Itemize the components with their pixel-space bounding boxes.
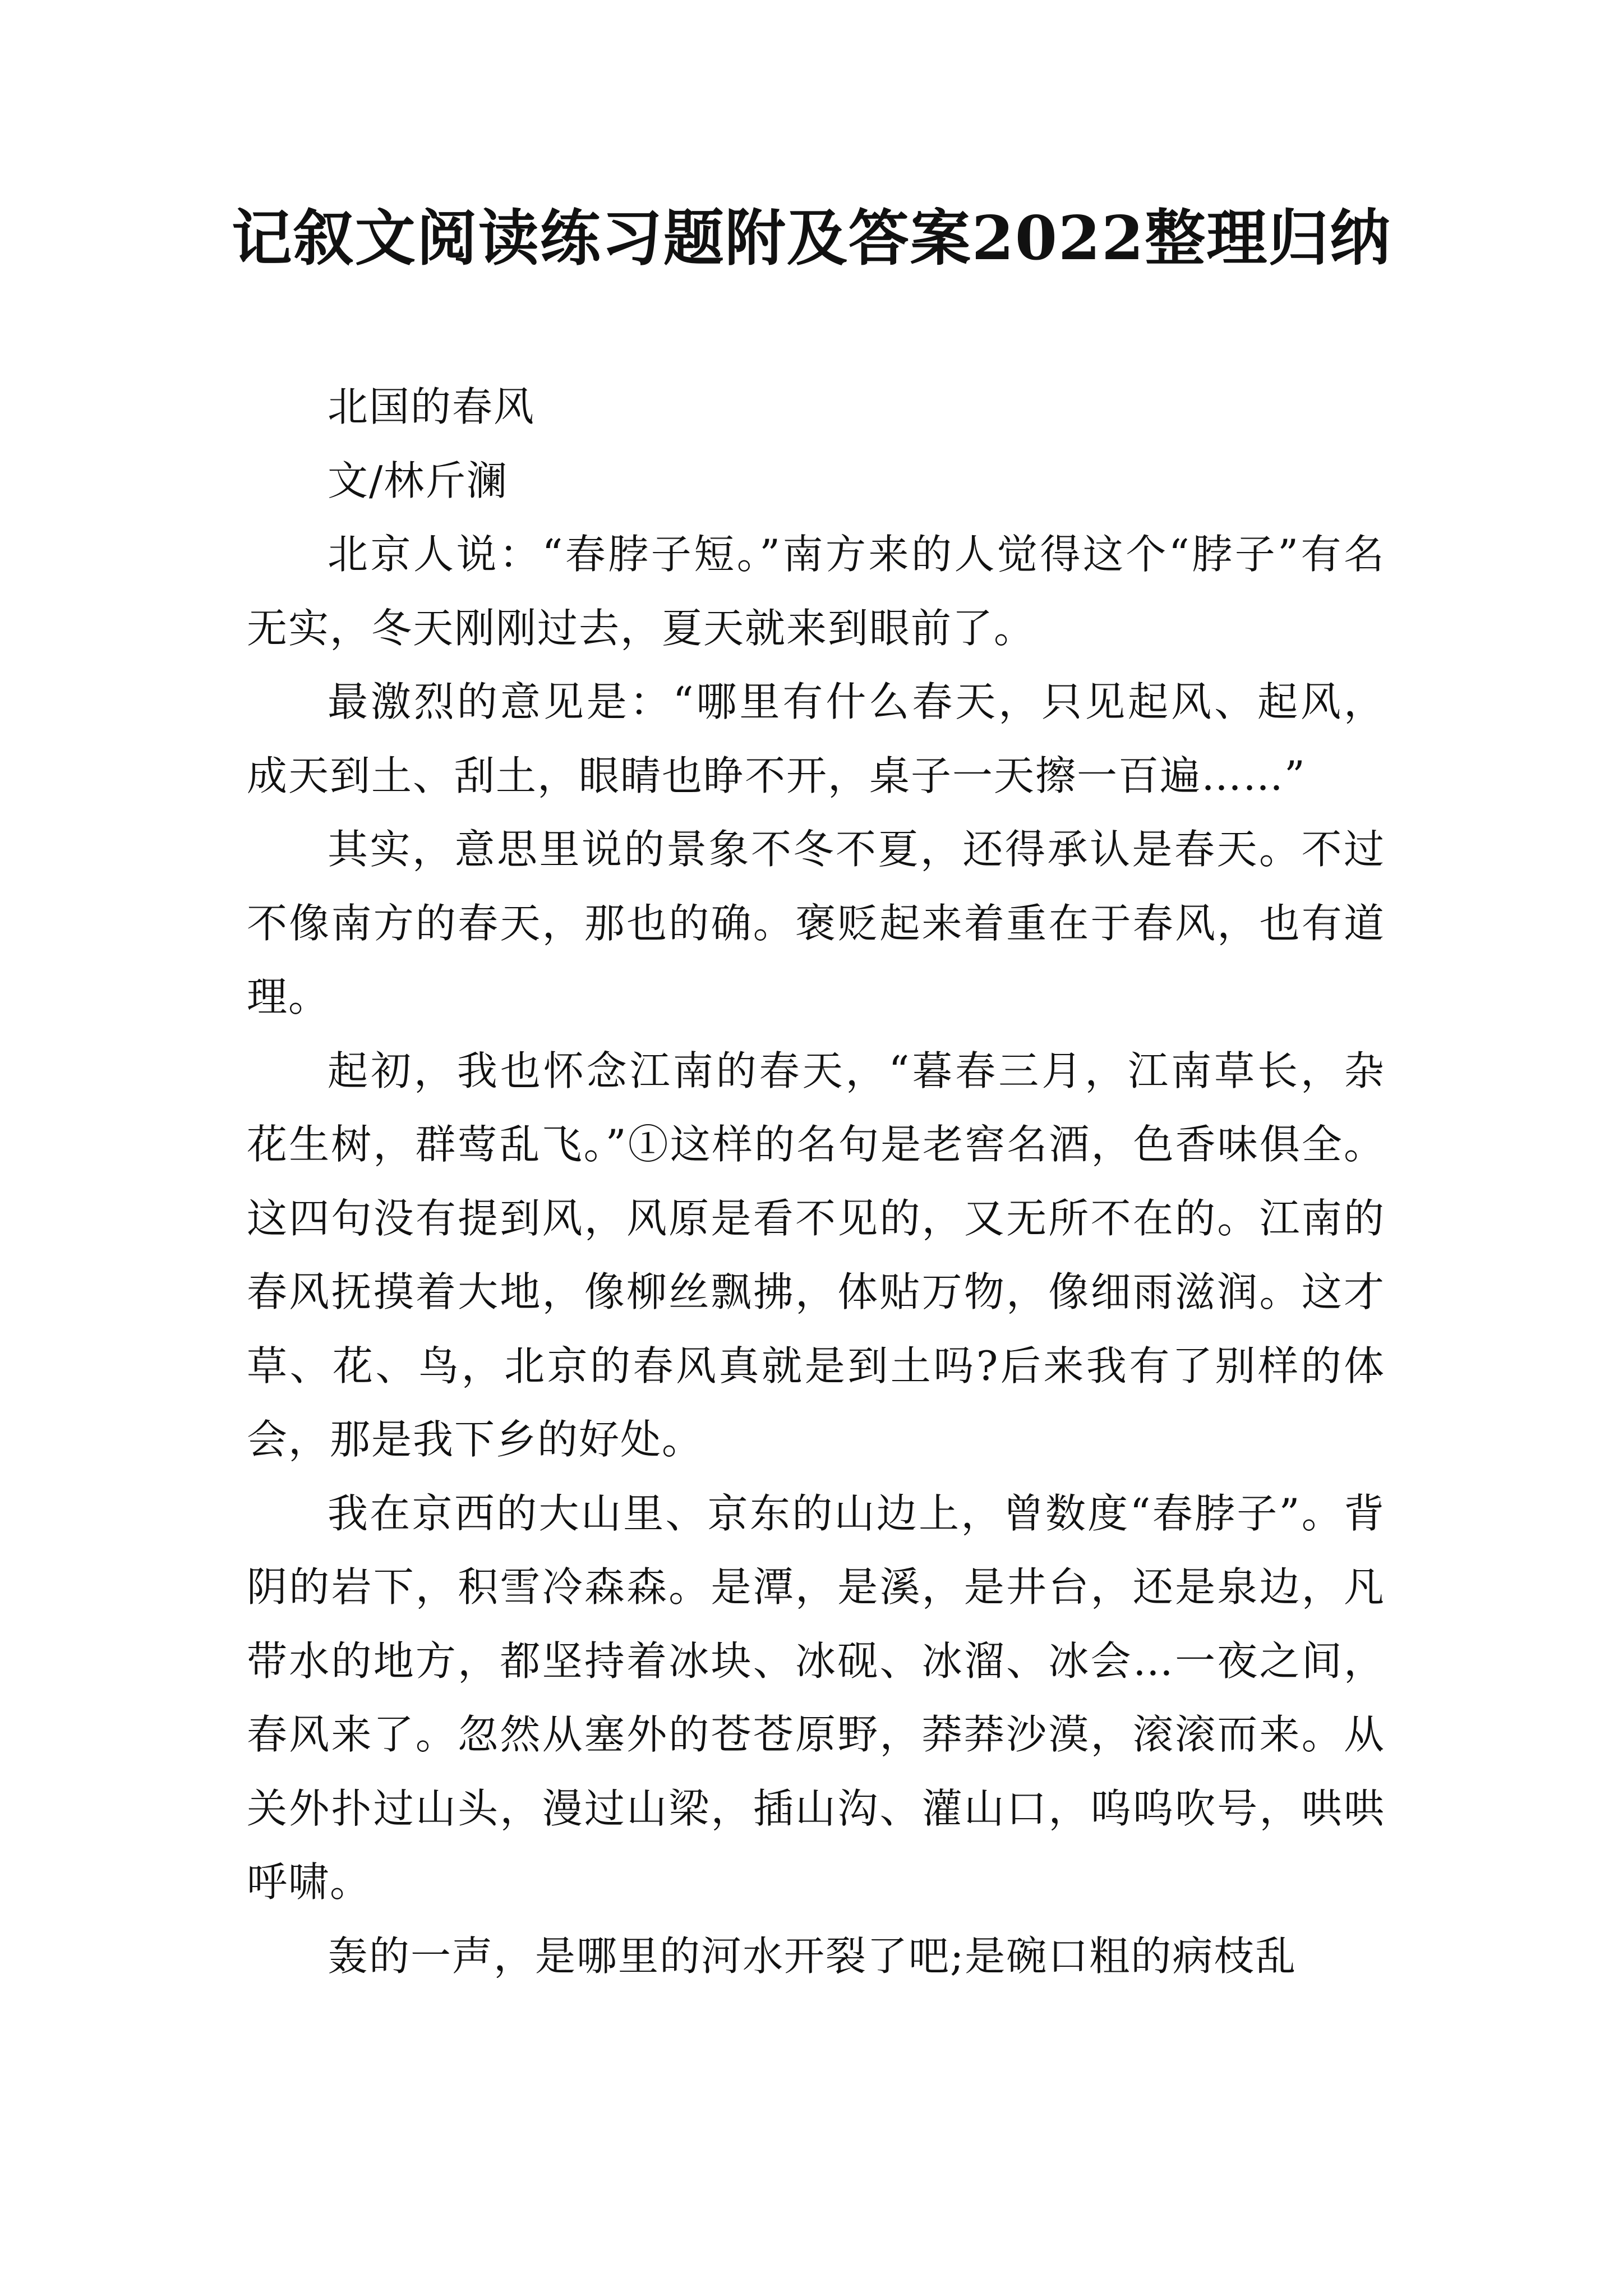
essay-author: 文/林斤澜 [328, 457, 509, 504]
document-title: 记叙文阅读练习题附及答案2022整理归纳 [231, 203, 1392, 274]
body-paragraph: 其实，意思里说的景象不冬不夏，还得承认是春天。不过不像南方的春天，那也的确。褒贬起来着重在于春风，也有道理。 [247, 826, 1385, 1020]
body-paragraph: 最激烈的意见是：“哪里有什么春天，只见起风、起风，成天到土、刮土，眼睛也睁不开，桌子一天擦一百遍……” [247, 678, 1385, 799]
document-body [247, 370, 1385, 1993]
body-paragraph: 起初，我也怀念江南的春天，“暮春三月，江南草长，杂花生树，群莺乱飞。”①这样的名句是老窖名酒，色香味俱全。这四句没有提到风，风原是看不见的，又无所不在的。江南的春风抚摸着大地，像柳丝飘拂，体贴万物，像细雨滋润。这才草、花、鸟，北京的春风真就是到土吗?后来我有了别样的体会，那是我下乡的好处。 [247, 1047, 1385, 1463]
body-paragraph: 北京人说：“春脖子短。”南方来的人觉得这个“脖子”有名无实，冬天刚刚过去，夏天就来到眼前了。 [247, 531, 1385, 652]
body-paragraph: 轰的一声，是哪里的河水开裂了吧;是碗口粗的病枝乱 [328, 1932, 1297, 1980]
essay-title: 北国的春风 [328, 383, 536, 430]
body-paragraph: 我在京西的大山里、京东的山边上，曾数度“春脖子”。背阴的岩下，积雪冷森森。是潭，是溪，是井台，还是泉边，凡带水的地方，都坚持着冰块、冰砚、冰溜、冰会…一夜之间，春风来了。忽然从塞外的苍苍原野，莽莽沙漠，滚滚而来。从关外扑过山头，漫过山梁，插山沟、灌山口，呜呜吹号，哄哄呼啸。 [247, 1489, 1385, 1906]
